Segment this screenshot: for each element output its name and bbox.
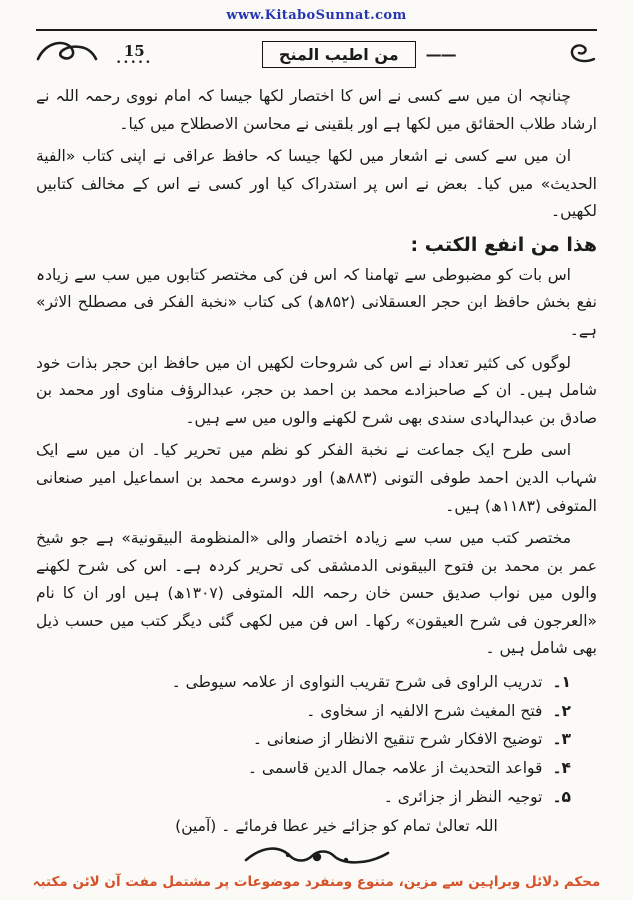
- floral-divider-icon: [242, 856, 392, 875]
- paragraph: چنانچہ ان میں سے کسی نے اس کا اختصار لکھا جیسا کہ امام نووی رحمہ اللہ نے ارشاد طلاب الحقائق میں لکھا ہے اور بلقینی نے محاسن الاصطلاح میں کیا۔: [36, 87, 597, 133]
- paragraph: لوگوں کی کثیر تعداد نے اس کی شروحات لکھیں ان میں حافظ ابن حجر بذات خود شامل ہیں۔ ان کے صاحبزادے محمد بن احمد بن حجر، عبدالرؤف مناوی اور محمد بن صادق بن عبدالہادی سندی بھی شرح لکھنے والوں میں سے ہیں۔: [36, 353, 597, 427]
- list-item: [36, 783, 571, 812]
- calligraphic-swash-icon: [36, 37, 98, 71]
- footer-tagline: محکم دلائل وبراہین سے مزین، متنوع ومنفرد موضوعات پر مشتمل مفت آن لائن مکتبہ: [32, 874, 601, 890]
- section-heading: هذا من انفع الكتب :: [410, 233, 597, 256]
- paragraph: ان میں سے کسی نے اشعار میں لکھا جیسا کہ حافظ عراقی نے اپنی کتاب «الفیة الحدیث» میں کیا۔ بعض نے اس پر استدراک کیا اور کسی نے اس کے مخالف کتابیں لکھیں۔: [36, 147, 597, 221]
- list-item-text: فتح المغیث شرح الالفیہ از سخاوی ۔: [306, 701, 543, 720]
- list-item-text: قواعد التحدیث از علامہ جمال الدین قاسمی ۔: [247, 759, 543, 777]
- list-item-number: ۱۔: [552, 672, 571, 691]
- book-title-cartouche: من اطيب المنح: [262, 41, 416, 68]
- ornament-wrap: [36, 843, 597, 875]
- list-item: [36, 754, 571, 783]
- list-item: [36, 725, 571, 754]
- dash-ornament: ——: [425, 44, 456, 64]
- header-rule: [36, 29, 597, 31]
- paragraph: اسی طرح ایک جماعت نے نخبة الفکر کو نظم میں تحریر کیا۔ ان میں سے ایک شہاب الدین احمد طوفی التونی (۸۸۳ھ) اور دوسرے محمد بن اسماعیل امیر صنعانی المتوفی (۱۱۸۳ھ) ہیں۔: [36, 441, 597, 515]
- website-link[interactable]: www.KitaboSunnat.com: [226, 8, 407, 23]
- list-item-number: ۵۔: [552, 787, 571, 806]
- body-text: [36, 83, 597, 835]
- page-number-dots: •••••: [116, 58, 153, 68]
- paragraph: اس بات کو مضبوطی سے تھامنا کہ اس فن کی مختصر کتابوں میں سب سے زیادہ نفع بخش حافظ ابن حجر العسقلانی (۸۵۲ھ) کی کتاب «نخبة الفکر فی مصطلح الاثر» ہے۔: [36, 265, 597, 340]
- page-number: 15: [123, 42, 145, 60]
- list-item-text: توضیح الافکار شرح تنقیح الانظار از صنعانی ۔: [252, 730, 543, 749]
- list-item-number: ۳۔: [552, 730, 571, 749]
- closing-dua: اللہ تعالیٰ تمام کو جزائے خیر عطا فرمائے ۔ (آمین): [175, 817, 498, 836]
- list-item-number: ۲۔: [552, 701, 571, 720]
- page-header: [36, 33, 597, 75]
- list-item-number: ۴۔: [552, 759, 571, 777]
- corner-curl-icon: [567, 39, 597, 69]
- list-item-text: تدریب الراوی فی شرح تقریب النواوی از علامہ سیوطی ۔: [171, 672, 543, 691]
- book-list: [36, 668, 597, 811]
- list-item: [36, 697, 571, 726]
- paragraph: مختصر کتب میں سب سے زیادہ اختصار والی «المنظومة البیقونیة» ہے جو شیخ عمر بن محمد بن فتوح البیقونی الدمشقی کی تحریر کردہ ہے۔ اس کی شرح لکھنے والوں میں نواب صدیق حسن خان رحمہ اللہ المتوفی (۱۳۰۷ھ) ہیں اور ان کا نام «العرجون فی شرح العیقون» رکھا۔ اس فن میں لکھی گئی دیگر کتب میں حسب ذیل بھی شامل ہیں ۔: [36, 529, 597, 658]
- list-item: [36, 668, 571, 697]
- list-item-text: توجیہ النظر از جزائری ۔: [383, 787, 543, 806]
